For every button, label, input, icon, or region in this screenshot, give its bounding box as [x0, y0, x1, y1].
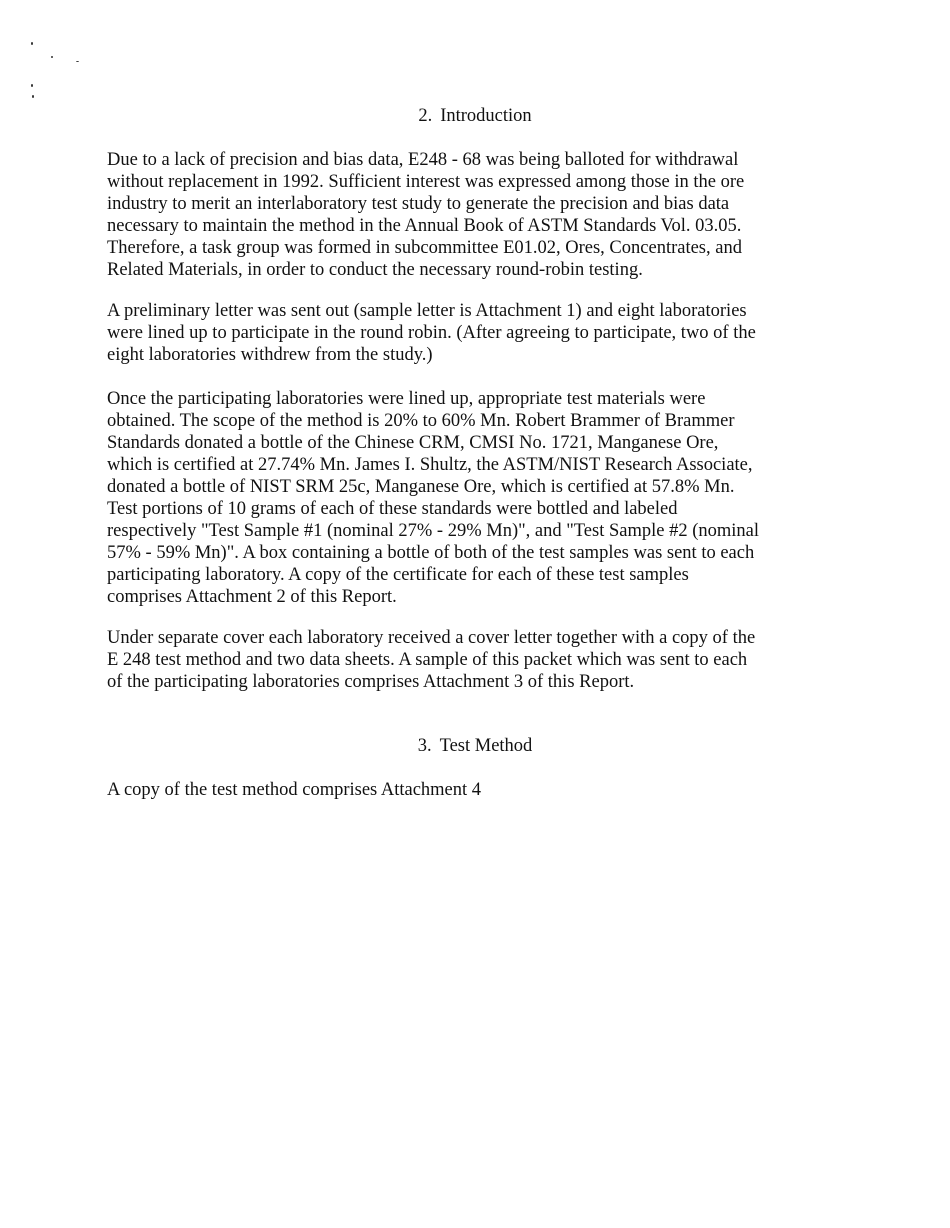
text-line: Related Materials, in order to conduct the necessary round-robin testing.: [107, 260, 643, 280]
text-line: comprises Attachment 2 of this Report.: [107, 587, 397, 607]
text-line: donated a bottle of NIST SRM 25c, Manganese Ore, which is certified at 57.8% Mn.: [107, 477, 735, 497]
text-line: E 248 test method and two data sheets. A sample of this packet which was sent to each: [107, 650, 748, 670]
text-line: A copy of the test method comprises Attachment 4: [107, 780, 482, 800]
test-method-paragraph: [107, 779, 842, 801]
intro-paragraph-3: [107, 388, 842, 608]
text-line: without replacement in 1992. Sufficient interest was expressed among those in the ore: [107, 172, 745, 192]
text-line: A preliminary letter was sent out (sample letter is Attachment 1) and eight laboratories: [107, 301, 747, 321]
text-line: necessary to maintain the method in the Annual Book of ASTM Standards Vol. 03.05.: [107, 216, 742, 236]
text-line: respectively "Test Sample #1 (nominal 27% - 29% Mn)", and "Test Sample #2 (nominal: [107, 521, 760, 541]
intro-paragraph-1: [107, 149, 842, 281]
text-line: 57% - 59% Mn)". A box containing a bottle of both of the test samples was sent to each: [107, 543, 755, 563]
text-line: Test portions of 10 grams of each of these standards were bottled and labeled: [107, 499, 678, 519]
scan-speck: [32, 95, 34, 98]
scan-speck: [31, 42, 33, 45]
text-line: industry to merit an interlaboratory test study to generate the precision and bias data: [107, 194, 730, 214]
scan-speck: [76, 61, 79, 62]
text-line: Under separate cover each laboratory received a cover letter together with a copy of the: [107, 628, 756, 648]
text-line: Due to a lack of precision and bias data, E248 - 68 was being balloted for withdrawal: [107, 150, 739, 170]
intro-paragraph-4: [107, 627, 842, 693]
text-line: were lined up to participate in the round robin. (After agreeing to participate, two of the: [107, 323, 756, 343]
section-heading-test-method: [0, 735, 950, 757]
text-line: eight laboratories withdrew from the study.): [107, 345, 433, 365]
text-line: obtained. The scope of the method is 20% to 60% Mn. Robert Brammer of Brammer: [107, 411, 735, 431]
text-line: Once the participating laboratories were lined up, appropriate test materials were: [107, 389, 706, 409]
section-heading-introduction: [0, 105, 950, 127]
section-number: 3.: [417, 736, 432, 756]
intro-paragraph-2: [107, 300, 842, 366]
section-number: 2.: [418, 106, 433, 126]
scan-speck: [31, 84, 33, 87]
scan-speck: [51, 56, 53, 58]
text-line: Standards donated a bottle of the Chinese CRM, CMSI No. 1721, Manganese Ore,: [107, 433, 719, 453]
section-title: Test Method: [439, 736, 533, 756]
text-line: Therefore, a task group was formed in subcommittee E01.02, Ores, Concentrates, and: [107, 238, 742, 258]
text-line: which is certified at 27.74% Mn. James I. Shultz, the ASTM/NIST Research Associate,: [107, 455, 753, 475]
text-line: participating laboratory. A copy of the certificate for each of these test samples: [107, 565, 689, 585]
section-title: Introduction: [440, 106, 532, 126]
text-line: of the participating laboratories comprises Attachment 3 of this Report.: [107, 672, 635, 692]
